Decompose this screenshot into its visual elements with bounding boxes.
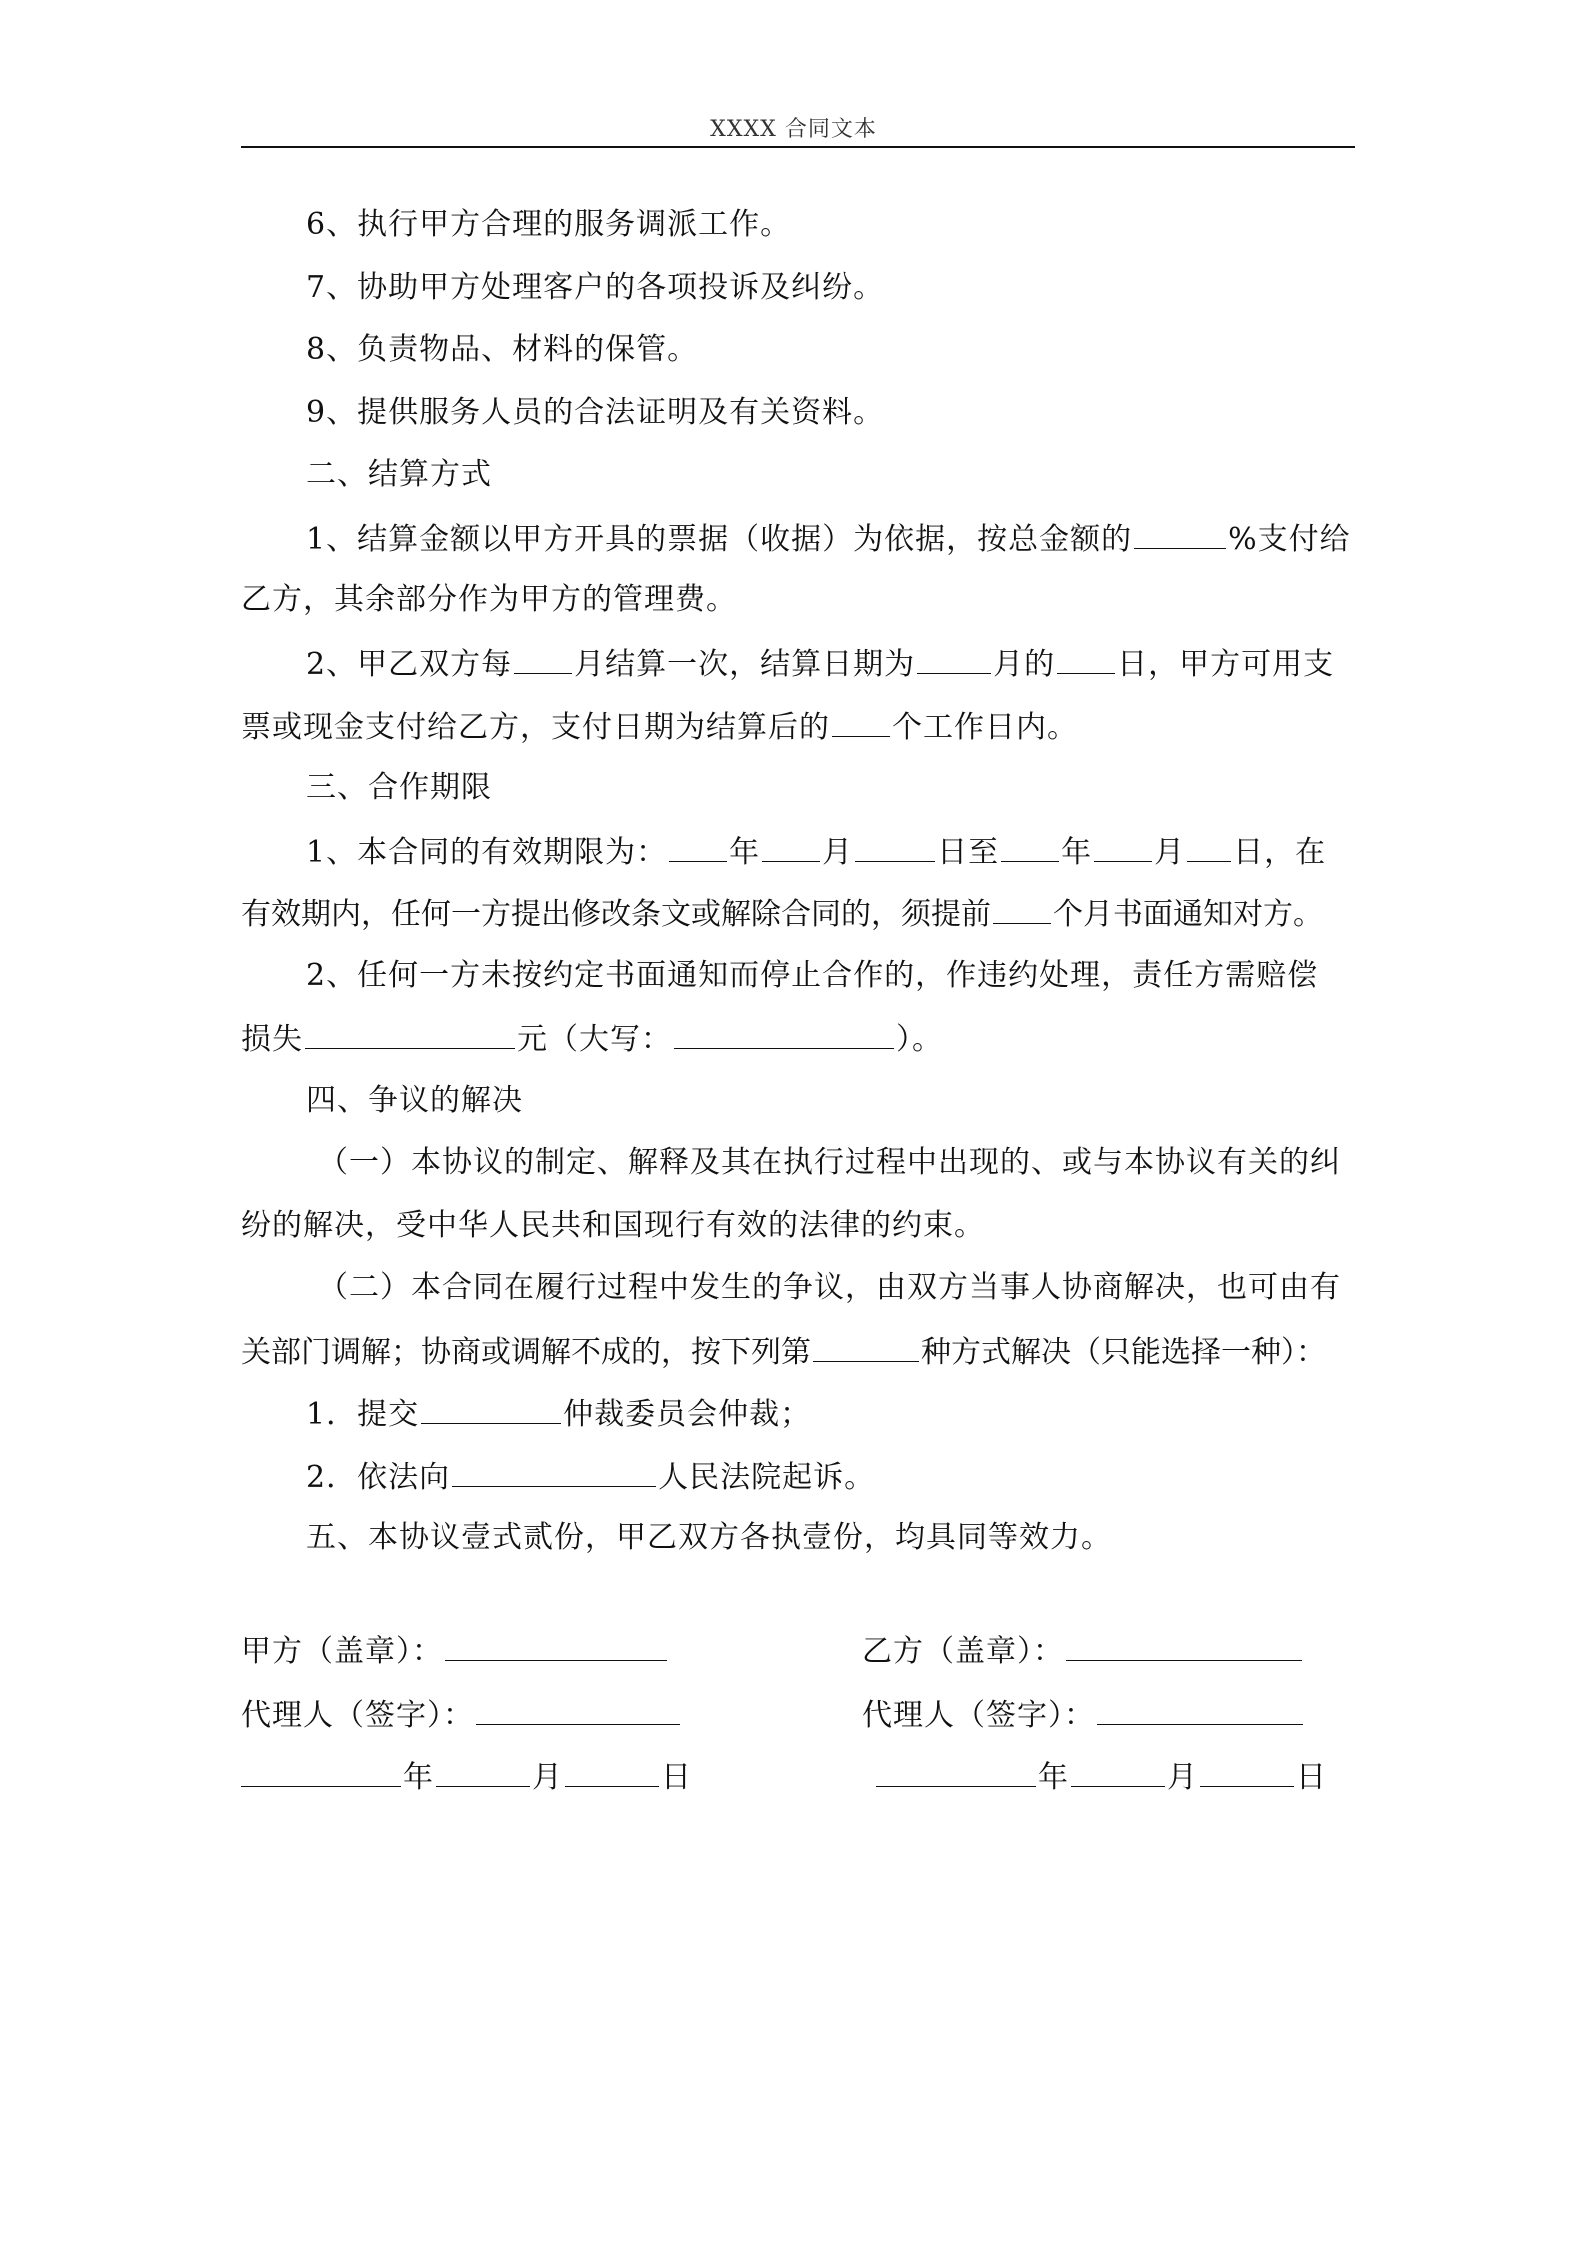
party-b-month-label: 月 — [1167, 1760, 1198, 1795]
settlement-clause-2-d: 日，甲方可用支 — [1117, 647, 1335, 682]
start-month-blank — [762, 831, 820, 862]
settlement-period-blank — [514, 643, 572, 674]
settlement-clause-2-cont — [241, 706, 1078, 748]
term-clause-1-cont — [241, 893, 1323, 935]
start-year-blank — [669, 831, 727, 862]
dispute-clause-2-c: 种方式解决（只能选择一种）： — [921, 1335, 1326, 1370]
percentage-blank — [1134, 518, 1226, 549]
start-day-blank — [855, 831, 935, 862]
settlement-clause-2-f: 个工作日内。 — [892, 710, 1078, 745]
notice-months-blank — [993, 893, 1051, 924]
end-day-blank — [1187, 831, 1231, 862]
dispute-clause-2-b: 关部门调解；协商或调解不成的，按下列第 — [241, 1335, 811, 1370]
term-clause-2-c: 元（大写： — [517, 1022, 672, 1057]
start-day-to-label: 日至 — [937, 835, 1000, 870]
dispute-clause-1: （一）本协议的制定、解释及其在执行过程中出现的、或与本协议有关的纠 — [318, 1145, 1341, 1180]
term-clause-2-b: 损失 — [241, 1022, 303, 1057]
end-day-label: 日，在 — [1233, 835, 1327, 870]
section-settlement-heading: 二、结算方式 — [306, 457, 492, 492]
party-a-seal-line — [241, 1630, 669, 1672]
term-clause-2-d: ）。 — [896, 1022, 943, 1057]
settlement-day-blank — [1057, 643, 1115, 674]
agent-b-label: 代理人（签字）： — [862, 1698, 1095, 1733]
agent-b-sign-line — [862, 1694, 1305, 1736]
dispute-clause-2-cont — [241, 1331, 1326, 1373]
party-a-seal-blank — [445, 1630, 667, 1661]
party-a-year-label: 年 — [403, 1760, 434, 1795]
section-term-heading: 三、合作期限 — [306, 770, 492, 805]
party-b-day-label: 日 — [1296, 1760, 1327, 1795]
agent-a-sign-blank — [476, 1694, 680, 1725]
duty-item-8: 8、负责物品、材料的保管。 — [306, 332, 699, 367]
settlement-clause-2-b: 月结算一次，结算日期为 — [574, 647, 916, 682]
term-clause-1-c: 有效期内，任何一方提出修改条文或解除合同的，须提前 — [241, 897, 991, 932]
option-2-suffix: 人民法院起诉。 — [658, 1460, 876, 1495]
closing-clause: 五、本协议壹式贰份，甲乙双方各执壹份，均具同等效力。 — [306, 1520, 1112, 1555]
end-month-blank — [1094, 831, 1152, 862]
party-a-month-blank — [436, 1756, 530, 1787]
settlement-clause-2-c: 月的 — [993, 647, 1056, 682]
party-b-year-label: 年 — [1038, 1760, 1069, 1795]
duty-item-9: 9、提供服务人员的合法证明及有关资料。 — [306, 395, 885, 430]
party-b-seal-label: 乙方（盖章）： — [862, 1634, 1064, 1669]
header-divider — [241, 146, 1355, 148]
duty-item-6: 6、执行甲方合理的服务调派工作。 — [306, 207, 792, 242]
agent-b-sign-blank — [1097, 1694, 1303, 1725]
settlement-clause-2-a: 2、甲乙双方每 — [306, 647, 513, 682]
agent-a-label: 代理人（签字）： — [241, 1698, 474, 1733]
party-a-month-label: 月 — [532, 1760, 563, 1795]
option-1-prefix: 1．提交 — [306, 1397, 420, 1432]
party-a-date-line — [241, 1756, 692, 1798]
party-a-seal-label: 甲方（盖章）： — [241, 1634, 443, 1669]
court-name-blank — [452, 1456, 656, 1487]
settlement-clause-1-cont: 乙方，其余部分作为甲方的管理费。 — [241, 582, 737, 617]
party-b-seal-blank — [1066, 1630, 1302, 1661]
party-b-seal-line — [862, 1630, 1304, 1672]
compensation-uppercase-blank — [674, 1018, 894, 1049]
term-clause-2: 2、任何一方未按约定书面通知而停止合作的，作违约处理，责任方需赔偿 — [306, 958, 1319, 993]
agent-a-sign-line — [241, 1694, 682, 1736]
dispute-option-2 — [306, 1456, 875, 1498]
end-month-label: 月 — [1154, 835, 1186, 870]
party-a-day-blank — [565, 1756, 659, 1787]
option-1-suffix: 仲裁委员会仲裁； — [563, 1397, 812, 1432]
dispute-option-1 — [306, 1393, 811, 1435]
term-clause-1 — [306, 831, 1326, 873]
end-year-blank — [1001, 831, 1059, 862]
document-header-title: XXXX 合同文本 — [710, 117, 877, 142]
party-b-month-blank — [1071, 1756, 1165, 1787]
party-b-year-blank — [876, 1756, 1036, 1787]
dispute-clause-2: （二）本合同在履行过程中发生的争议，由双方当事人协商解决，也可由有 — [318, 1270, 1341, 1305]
settlement-clause-1-text: 1、结算金额以甲方开具的票据（收据）为依据，按总金额的 — [306, 522, 1133, 557]
section-dispute-heading: 四、争议的解决 — [306, 1083, 523, 1118]
party-b-date-line — [876, 1756, 1327, 1798]
start-year-label: 年 — [729, 835, 761, 870]
end-year-label: 年 — [1061, 835, 1093, 870]
duty-item-7: 7、协助甲方处理客户的各项投诉及纠纷。 — [306, 270, 885, 305]
start-month-label: 月 — [822, 835, 854, 870]
workdays-blank — [832, 706, 890, 737]
term-clause-1-a: 1、本合同的有效期限为： — [306, 835, 668, 870]
term-clause-1-d: 个月书面通知对方。 — [1053, 897, 1323, 932]
settlement-month-blank — [917, 643, 991, 674]
term-clause-2-cont — [241, 1018, 943, 1060]
dispute-clause-1-cont: 纷的解决，受中华人民共和国现行有效的法律的约束。 — [241, 1208, 985, 1243]
party-a-day-label: 日 — [661, 1760, 692, 1795]
party-b-day-blank — [1200, 1756, 1294, 1787]
settlement-clause-2 — [306, 643, 1334, 685]
option-2-prefix: 2．依法向 — [306, 1460, 451, 1495]
settlement-clause-2-e: 票或现金支付给乙方，支付日期为结算后的 — [241, 710, 830, 745]
compensation-amount-blank — [305, 1018, 515, 1049]
resolution-method-blank — [813, 1331, 919, 1362]
arbitration-committee-blank — [421, 1393, 561, 1424]
settlement-clause-1-suffix: %支付给 — [1228, 522, 1351, 557]
settlement-clause-1 — [306, 518, 1351, 560]
party-a-year-blank — [241, 1756, 401, 1787]
